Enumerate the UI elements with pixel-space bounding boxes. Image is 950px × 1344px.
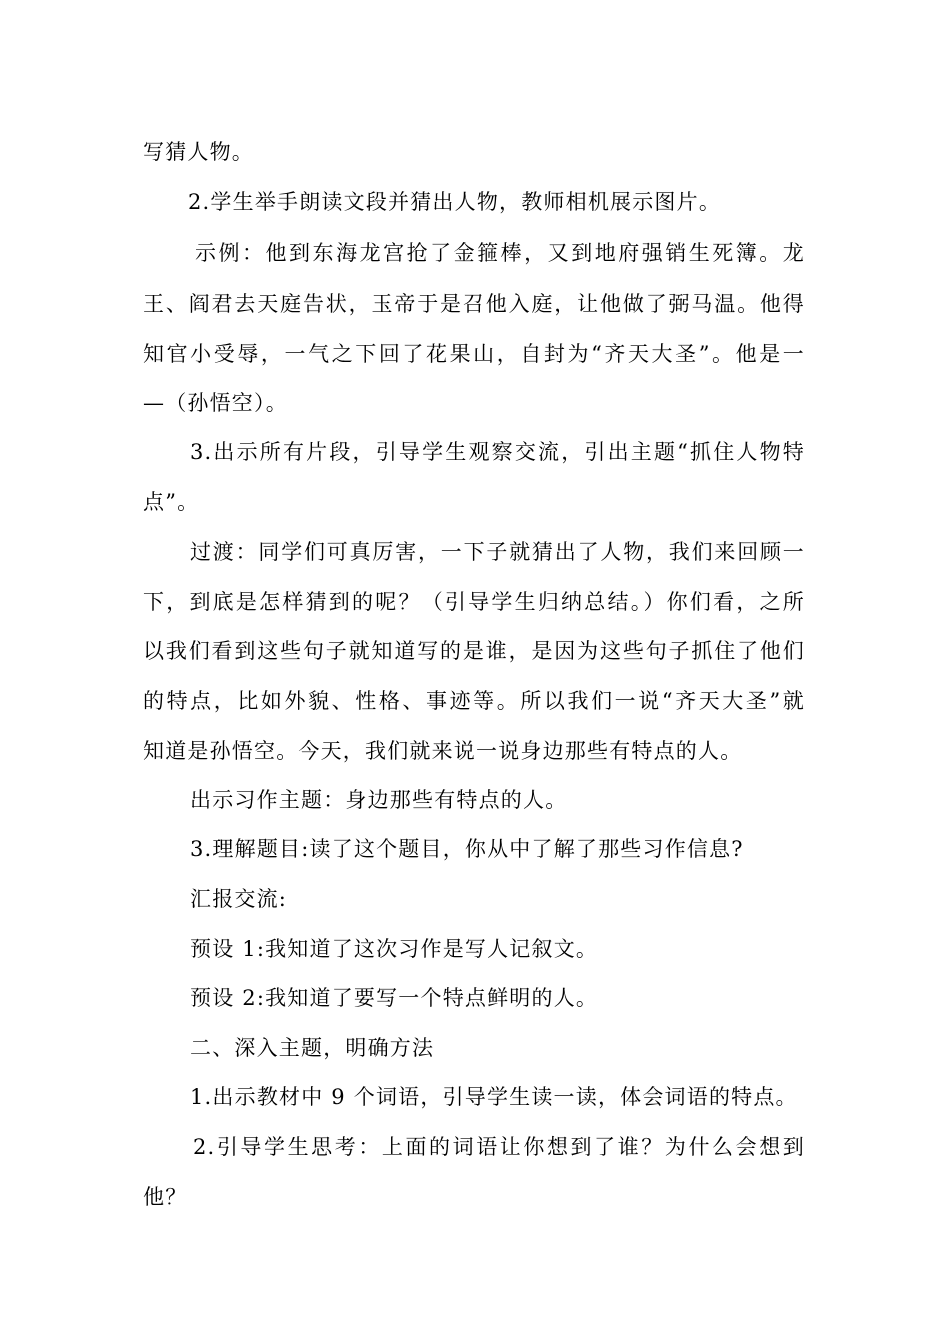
section-heading: 二、深入主题，明确方法	[190, 1036, 435, 1060]
paragraph-line: 3.出示所有片段，引导学生观察交流，引出主题“抓住人物特	[190, 440, 805, 464]
paragraph-line: 2.引导学生思考：上面的词语让你想到了谁？为什么会想到	[193, 1135, 805, 1159]
paragraph-line: 示例：他到东海龙宫抢了金箍棒，又到地府强销生死簿。龙	[195, 241, 805, 265]
paragraph-line: 预设 2:我知道了要写一个特点鲜明的人。	[190, 986, 599, 1010]
paragraph-line: 汇报交流:	[190, 887, 288, 911]
paragraph-line: 预设 1:我知道了这次习作是写人记叙文。	[190, 937, 599, 961]
paragraph-line: 知官小受辱，一气之下回了花果山，自封为“齐天大圣”。他是一	[143, 342, 805, 366]
paragraph-line: 3.理解题目:读了这个题目，你从中了解了那些习作信息?	[190, 837, 744, 861]
paragraph-line: 1.出示教材中 9 个词语，引导学生读一读，体会词语的特点。	[190, 1085, 798, 1109]
paragraph-line: 知道是孙悟空。今天，我们就来说一说身边那些有特点的人。	[143, 739, 743, 763]
paragraph-line: 王、阎君去天庭告状，玉帝于是召他入庭，让他做了弼马温。他得	[143, 292, 805, 316]
paragraph-line: 过渡：同学们可真厉害，一下子就猜出了人物，我们来回顾一	[190, 540, 805, 564]
paragraph-line: 他？	[143, 1185, 188, 1209]
paragraph-line: —（孙悟空）。	[143, 391, 288, 415]
paragraph-line: 下，到底是怎样猜到的呢？（引导学生归纳总结。）你们看，之所	[143, 590, 805, 614]
paragraph-line: 点”。	[143, 490, 200, 514]
paragraph-line: 2.学生举手朗读文段并猜出人物，教师相机展示图片。	[188, 190, 722, 214]
paragraph-line: 写猜人物。	[143, 140, 254, 164]
paragraph-line: 出示习作主题：身边那些有特点的人。	[190, 788, 568, 812]
paragraph-line: 的特点，比如外貌、性格、事迹等。所以我们一说“齐天大圣”就	[143, 689, 805, 713]
paragraph-line: 以我们看到这些句子就知道写的是谁，是因为这些句子抓住了他们	[143, 639, 805, 663]
